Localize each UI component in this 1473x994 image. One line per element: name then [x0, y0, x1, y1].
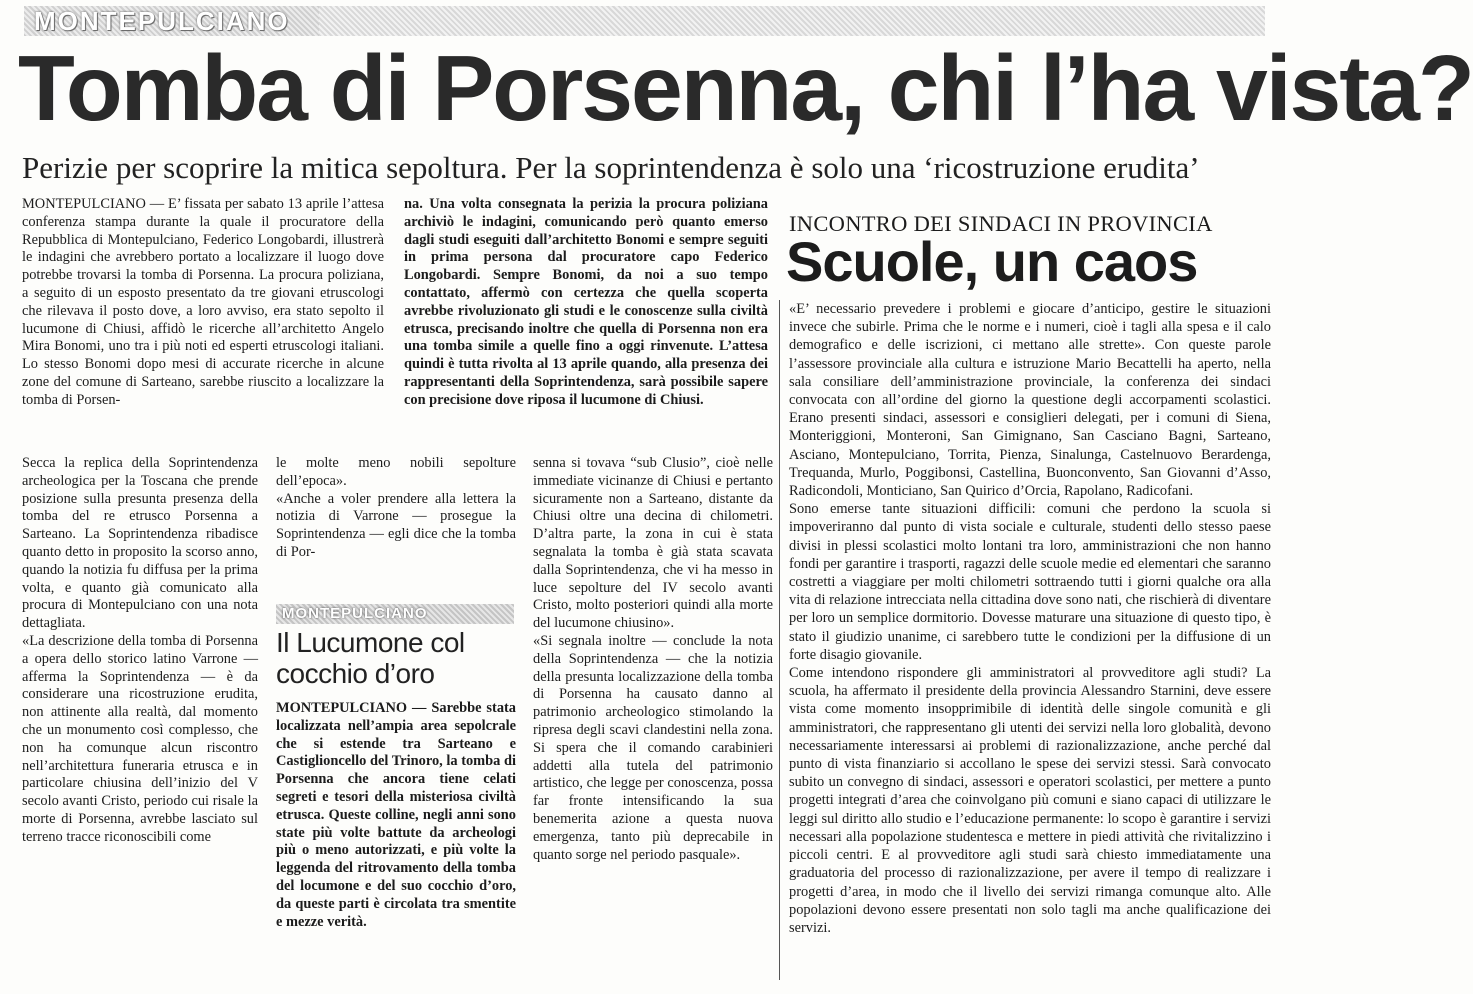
- box-headline: Il Lucumone col cocchio d’oro: [276, 627, 465, 689]
- box-article-body: [276, 700, 516, 931]
- side-headline: Scuole, un caos: [786, 230, 1198, 293]
- main-article-col1: [22, 196, 384, 410]
- main-article-col2: [404, 196, 768, 410]
- page-subhead: Perizie per scoprire la mitica sepoltura. Per la soprintendenza è solo una ‘ricostruzione erudita’: [22, 150, 1200, 185]
- column-rule: [779, 300, 780, 980]
- main-article-col6: [533, 455, 773, 864]
- paragraph: senna si tovava “sub Clusio”, cioè nelle immediate vicinanze di Chiusi e pertanto sicuramente non a Sarteano, distante da Chiusi oltre una decina di chilometri. D’altra parte, la zona in cui è stata segnalata la tomba è già stata scavata dalla Soprintendenza, che vi ha messo in luce sepolture del IV secolo avanti Cristo, molto posteriori quindi alla morte del lucumone chiusino».: [533, 455, 773, 632]
- main-article-col3: [22, 455, 258, 847]
- paragraph: Sono emerse tante situazioni difficili: comuni che perdono la scuola si impoveriranno dal punto di vista sociale e culturale, studenti dello stesso paese divisi in plessi scolastici molto lontani tra loro, amministrazioni che non hanno fondi per garantire i trasporti, ragazzi delle scuole medie ed elementari che saranno costretti a viaggiare per molti chilometri sottraendo tutti i giorni qualche ora alla vita di relazione intrecciata nella cittadina dove sono nati, che rischierà di diventare per loro un semplice dormitorio. Dovesse maturare una situazione di questo tipo, è stato il giudizio unanime, ci sarebbero tutte le condizioni per la diffusione di un forte disagio giovanile.: [789, 501, 1271, 663]
- side-kicker: INCONTRO DEI SINDACI IN PROVINCIA: [789, 211, 1213, 236]
- paragraph: Secca la replica della Soprintendenza archeologica per la Toscana che prende posizione sulla presunta presenza della tomba del re etrusco Porsenna a Sarteano. La Soprintendenza ribadisce quanto detto in proposito la scorso anno, quando la notizia fu diffusa per la prima volta, e quanto già comunicato alla procura di Montepulciano con una nota dettagliata.: [22, 455, 258, 632]
- box-kicker: MONTEPULCIANO: [276, 604, 514, 624]
- paragraph: «Anche a voler prendere alla lettera la notizia di Varrone — prosegue la Soprintendenza — egli dice che la tomba di Por-: [276, 490, 516, 560]
- main-article-lead-cont: na. Una volta consegnata la perizia la procura poliziana archiviò le indagini, comunicando però quanto emerso dagli studi eseguiti dall’architetto Bonomi e sempre seguiti in prima persona dal procuratore capo Federico Longobardi. Sempre Bonomi, da noi a suo tempo contattato, affermò con certezza che quella scoperta avrebbe rivoluzionato gli studi e le conoscenze sulla civiltà etrusca, precisando inoltre che quella di Porsenna non era una tomba simile a quelle fino a oggi rinvenute. L’attesa quindi è tutta rivolta al 13 aprile quando, alla presenza dei rappresentanti della Soprintendenza, sarà possibile sapere con precisione dove riposa il lucumone di Chiusi.: [404, 196, 768, 408]
- paragraph: Come intendono rispondere gli amministratori al provveditore agli studi? La scuola, ha affermato il presidente della provincia Alessandro Starnini, deve essere vista come momento insopprimibile di identità delle singole comunità e gli amministratori, che rappresentano gli utenti dei servizi nella loro globalità, devono necessariamente interessarsi ai problemi di razionalizzazione, anche perché dal punto di vista finanziario si accollano le spese dei servizi stessi. Sarà convocato subito un convegno di sindaci, assessori e operatori scolastici, per mettere a punto progetti integrati d’area che coinvolgano più comuni e siano capaci di utilizzare le leggi sul diritto allo studio e l’educazione permanente: lo scopo è garantire i servizi necessari alla popolazione studentesca e mettere in piedi attività che rivitalizzino i piccoli centri. E al provveditore agli studi sarà chiesto immediatamente una graduatoria del processo di razionalizzazione, per avere il tempo di realizzare i progetti d’area, in modo che il livello dei servizi rimanga comunque alto. Alle popolazioni devono essere presentati non solo tagli ma anche qualificazione dei servizi.: [789, 665, 1271, 936]
- paragraph: «E’ necessario prevedere i problemi e giocare d’anticipo, gestire le situazioni invece che subirle. Prima che le norme e i numeri, cioè i tagli alla spesa e il calo demografico e delle iscrizioni, ci mettano alle strette». Con queste parole l’assessore provinciale alla cultura e istruzione Mario Becattelli ha aperto, nella sala consiliare dell’amministrazione provinciale, la conferenza dei sindaci convocata con all’ordine del giorno la questione degli accorpamenti scolastici. Erano presenti sindaci, assessori e consiglieri delegati, per i comuni di Siena, Monteriggioni, Monteroni, San Gimignano, San Casciano Bagni, Sarteano, Asciano, Montepulciano, Torrita, Pienza, Sinalunga, Castelnuovo Berardenga, Trequanda, Murlo, Poggibonsi, Castellina, Buonconvento, San Giovanni d’Asso, Radicondoli, Monticiano, San Quirico d’Orcia, Rapolano, Radicofani.: [789, 301, 1271, 500]
- paragraph: «Si segnala inoltre — conclude la nota della Soprintendenza — che la notizia della presunta localizzazione della tomba di Porsenna ha causato danno al patrimonio archeologico stimolando la ripresa degli scavi clandestini nella zona. Si spera che il comando carabinieri addetti alla tutela del patrimonio artistico, che legge per conoscenza, possa far fronte intensificando la sua benemerita azione a questa nuova emergenza, tanto più deprecabile in quanto sorge nel periodo pasquale».: [533, 632, 773, 863]
- page-headline: Tomba di Porsenna, chi l’ha vista?: [18, 36, 1473, 140]
- main-article-col4: [276, 455, 516, 562]
- section-kicker: MONTEPULCIANO: [24, 6, 319, 36]
- main-article-lead: MONTEPULCIANO — E’ fissata per sabato 13 aprile l’attesa conferenza stampa durante la quale il procuratore della Repubblica di Montepulciano, Federico Longobardi, illustrerà le indagini che avrebbero portato a localizzare il luogo dove potrebbe trovarsi la tomba di Porsenna. La procura poliziana, a seguito di un esposto presentato da tre giovani etruscologi che rilevava il posto dove, a loro avviso, era stato sepolto il lucumone di Chiusi, affidò le ricerche all’architetto Angelo Mira Bonomi, uno tra i più noti ed esperti etruscologi italiani. Lo stesso Bonomi dopo mesi di accurate ricerche in alcune zone del comune di Sarteano, sarebbe riuscito a localizzare la tomba di Porsen-: [22, 196, 384, 408]
- paragraph: le molte meno nobili sepolture dell’epoca».: [276, 455, 516, 489]
- kicker-band: [319, 6, 1265, 36]
- paragraph: «La descrizione della tomba di Porsenna a opera dello storico latino Varrone — afferma la Soprintendenza — è da considerare una ricostruzione erudita, non attinente alla realtà, dal momento che un monumento così complesso, che non ha comunque alcun riscontro nell’architettura funeraria etrusca e in particolare chiusina dell’inizio del V secolo avanti Cristo, periodo cui risale la morte di Porsenna, avrebbe lasciato sul terreno tracce riconoscibili come: [22, 632, 258, 845]
- paragraph: MONTEPULCIANO — Sarebbe stata localizzata nell’ampia area sepolcrale che si estende tra Sarteano e Castiglioncello del Trinoro, la tomba di Porsenna che ancora tiene celati segreti e tesori della misteriosa civiltà etrusca. Queste colline, negli anni sono state più volte battute da archeologi più o meno autorizzati, e più volte la leggenda del ritrovamento della tomba del locumone e del suo cocchio d’oro, da queste parti è circolata tra smentite e mezze verità.: [276, 700, 516, 930]
- side-article-body: [789, 300, 1271, 937]
